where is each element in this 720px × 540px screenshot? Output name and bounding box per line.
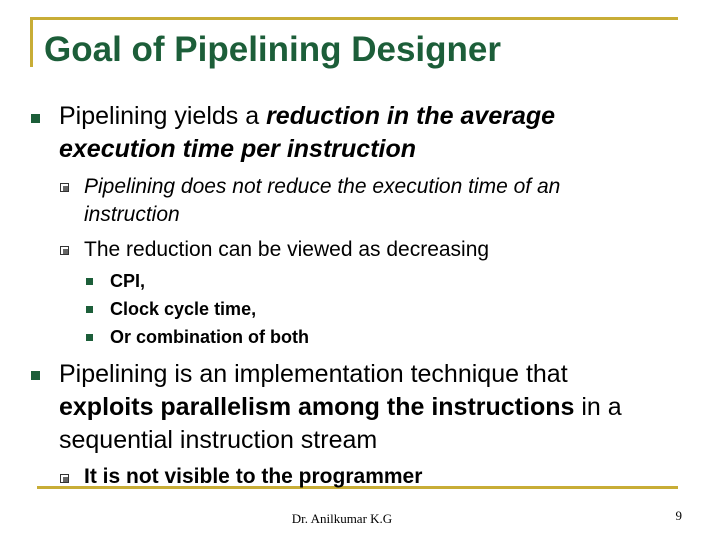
footer-author: Dr. Anilkumar K.G [291, 511, 393, 526]
level1-bullet-icon [31, 371, 40, 380]
bullet1-line1 [59, 100, 555, 133]
bullet1-line1-plain: Pipelining yields a [59, 102, 267, 130]
bullet2-line3: sequential instruction stream [59, 426, 378, 454]
bullet1-sub1-line1: Pipelining does not reduce the execution time of an [84, 175, 561, 198]
level3-bullet-icon [86, 306, 93, 313]
bullet1-subsub-combination: Or combination of both [110, 327, 309, 347]
bullet2-line1: Pipelining is an implementation technique that [59, 360, 568, 388]
level1-bullet-icon [31, 114, 40, 123]
bullet2-line2-bold: exploits parallelism among the instructions [59, 393, 575, 421]
bullet2-line2 [59, 391, 622, 424]
slide-title: Goal of Pipelining Designer [44, 30, 501, 69]
title-frame-top-line [30, 17, 678, 20]
bullet2-line2-plain: in a [574, 393, 622, 421]
title-frame-left-line [30, 17, 33, 67]
level2-bullet-icon [60, 183, 69, 192]
bullet2-sub1: It is not visible to the programmer [84, 465, 423, 488]
bullet1-line2: execution time per instruction [59, 135, 417, 163]
bullet1-line1-emphasis: reduction in the average [266, 102, 556, 130]
level3-bullet-icon [86, 278, 93, 285]
bullet1-sub1-line2: instruction [84, 203, 180, 226]
bullet1-subsub-cpi: CPI, [110, 271, 146, 291]
level3-bullet-icon [86, 334, 93, 341]
bullet1-subsub-clock: Clock cycle time, [110, 299, 257, 319]
bullet1-sub2: The reduction can be viewed as decreasing [84, 238, 490, 261]
level2-bullet-icon [60, 246, 69, 255]
page-number: 9 [675, 508, 682, 523]
level2-bullet-icon [60, 474, 69, 483]
